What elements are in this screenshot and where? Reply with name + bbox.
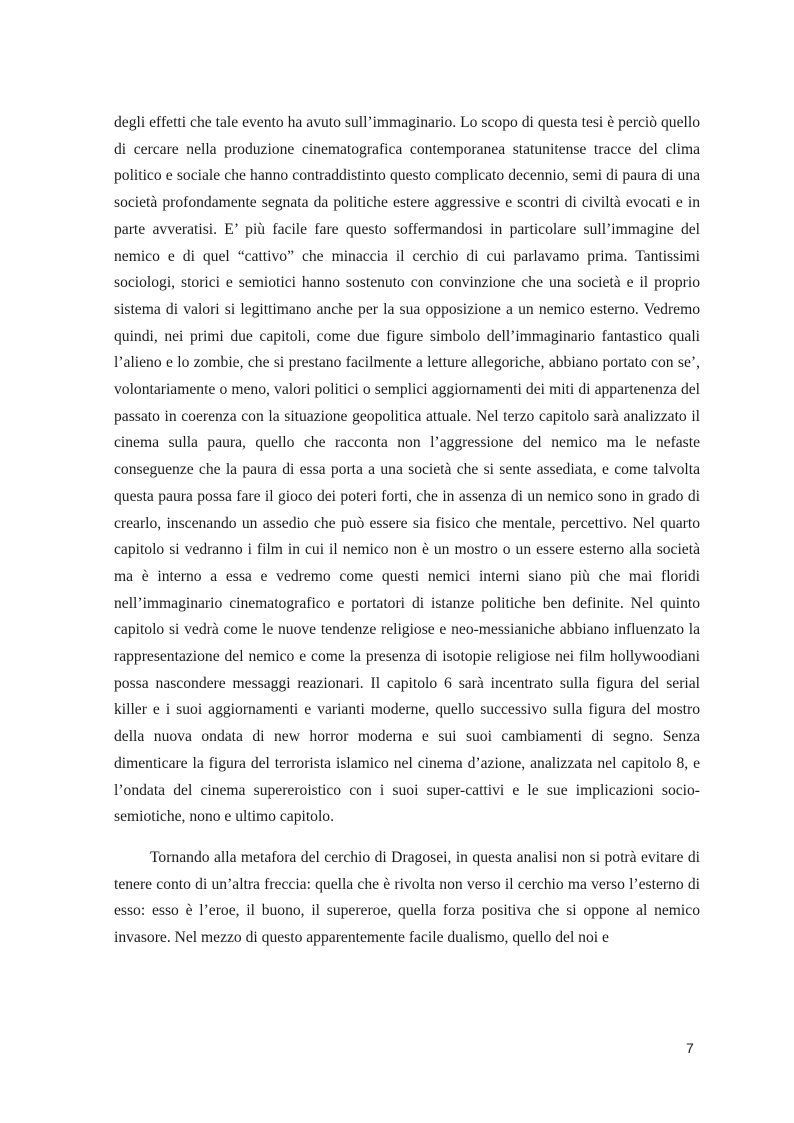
paragraph-1: degli effetti che tale evento ha avuto sull’immaginario. Lo scopo di questa tesi è perciò quello di cercare nella produzione cinematografica contemporanea statunitense tracce del clima politico e sociale che hanno contraddistinto questo complicato decennio, semi di paura di una società profondamente segnata da politiche estere aggressive e scontri di civiltà evocati e in parte avveratisi. E’ più facile fare questo soffermandosi in particolare sull’immagine del nemico e di quel “cattivo” che minaccia il cerchio di cui parlavamo prima. Tantissimi sociologi, storici e semiotici hanno sostenuto con convinzione che una società e il proprio sistema di valori si legittimano anche per la sua opposizione a un nemico esterno. Vedremo quindi, nei primi due capitoli, come due figure simbolo dell’immaginario fantastico quali l’alieno e lo zombie, che si prestano facilmente a letture allegoriche, abbiano portato con se’, volontariamente o meno, valori politici o semplici aggiornamenti dei miti di appartenenza del passato in coerenza con la situazione geopolitica attuale. Nel terzo capitolo sarà analizzato il cinema sulla paura, quello che racconta non l’aggressione del nemico ma le nefaste conseguenze che la paura di essa porta a una società che si sente assediata, e come talvolta questa paura possa fare il gioco dei poteri forti, che in assenza di un nemico sono in grado di crearlo, inscenando un assedio che può essere sia fisico che mentale, percettivo. Nel quarto capitolo si vedranno i film in cui il nemico non è un mostro o un essere esterno alla società ma è interno a essa e vedremo come questi nemici interni siano più che mai floridi nell’immaginario cinematografico e portatori di istanze politiche ben definite. Nel quinto capitolo si vedrà come le nuove tendenze religiose e neo-messianiche abbiano influenzato la rappresentazione del nemico e come la presenza di isotopie religiose nei film hollywoodiani possa nascondere messaggi reazionari. Il capitolo 6 sarà incentrato sulla figura del serial killer e i suoi aggiornamenti e varianti moderne, quello successivo sulla figura del mostro della nuova ondata di new horror moderna e sui suoi cambiamenti di segno. Senza dimenticare la figura del terrorista islamico nel cinema d’azione, analizzata nel capitolo 8, e l’ondata del cinema supereroistico con i suoi super-cattivi e le sue implicazioni socio-semiotiche, nono e ultimo capitolo. — [114, 114, 700, 826]
paragraph-2: Tornando alla metafora del cerchio di Dragosei, in questa analisi non si potrà evitare di tenere conto di un’altra freccia: quella che è rivolta non verso il cerchio ma verso l’esterno di esso: esso è l’eroe, il buono, il supereroe, quella forza positiva che si oppone al nemico invasore. Nel mezzo di questo apparentemente facile dualismo, quello del noi e — [114, 848, 700, 947]
body-text — [114, 110, 700, 952]
page-number: 7 — [686, 1040, 694, 1056]
